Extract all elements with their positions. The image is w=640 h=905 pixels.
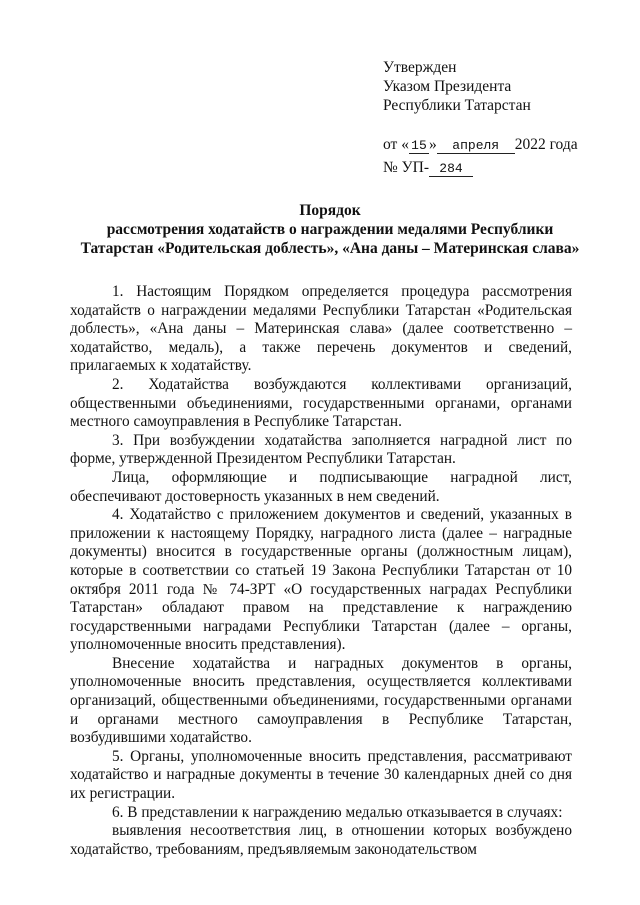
paragraph-6: 6. В представлении к награждению медалью отказывается в случаях: (112, 803, 563, 821)
paragraph-4: 4. Ходатайство с приложением документов и сведений, указанных в приложении к настоящему Порядку, наградного листа (далее – наградные документы) вносится в государственные органы (должностным лицам), которые в соответствии со статьей 19 Закона Республики Татарстан от 10 октября 2011 года № 74-ЗРТ «О государственных наградах Республики Татарстан» обладают правом на представление к награждению государственными наградами Республики Татарстан (далее – органы, уполномоченные вносить представления). (70, 506, 572, 654)
title-line-2: рассмотрения ходатайств о награждении медалями Республики (106, 221, 554, 238)
paragraph-4-note: Внесение ходатайства и наградных документов в органы, уполномоченные вносить представления, осуществляется коллективами организаций, общественными объединениями, государственными органами и органами местного самоуправления в Республике Татарстан, возбудившими ходатайство. (70, 654, 572, 747)
paragraph-5: 5. Органы, уполномоченные вносить представления, рассматривают ходатайство и наградные документы в течение 30 календарных дней со дня их регистрации. (70, 747, 572, 803)
approval-stamp (383, 58, 578, 177)
number-prefix: № УП- (383, 159, 429, 176)
paragraph-1: 1. Настоящим Порядком определяется процедура рассмотрения ходатайств о награждении медалями Республики Татарстан «Родительская доблесть», «Ана даны – Материнская слава» (далее соответственно – ходатайство, медаль), а также перечень документов и сведений, прилагаемых к ходатайству. (70, 283, 572, 375)
title-line-1: Порядок (299, 202, 361, 219)
paragraph-6-item: выявления несоответствия лиц, в отношении которых возбуждено ходатайство, требованиям, предъявляемым законодательством (70, 822, 572, 858)
document-body (70, 283, 572, 859)
date-prefix: от « (383, 136, 409, 153)
approval-date (383, 135, 578, 154)
document-title (60, 201, 600, 258)
number-value: 284 (429, 162, 473, 177)
paragraph-3-note: Лица, оформляющие и подписывающие наградной лист, обеспечивают достоверность указанных в нем сведений. (70, 468, 572, 505)
date-suffix: 2022 года (514, 136, 578, 153)
paragraph-2: 2. Ходатайства возбуждаются коллективами организаций, общественными объединениями, государственными органами, органами местного самоуправления в Республике Татарстан. (70, 375, 572, 431)
date-month: апреля (437, 139, 515, 154)
date-day: 15 (409, 139, 429, 154)
paragraph-3: 3. При возбуждении ходатайства заполняется наградной лист по форме, утвержденной Президентом Республики Татарстан. (70, 431, 572, 468)
approval-line-decree: Указом Президента (383, 78, 512, 95)
approval-number (383, 158, 578, 177)
date-mid: » (428, 136, 437, 153)
title-line-3: Татарстан «Родительская доблесть», «Ана даны – Материнская слава» (80, 240, 580, 257)
approval-line-approved: Утвержден (383, 59, 457, 76)
approval-line-republic: Республики Татарстан (383, 97, 531, 114)
